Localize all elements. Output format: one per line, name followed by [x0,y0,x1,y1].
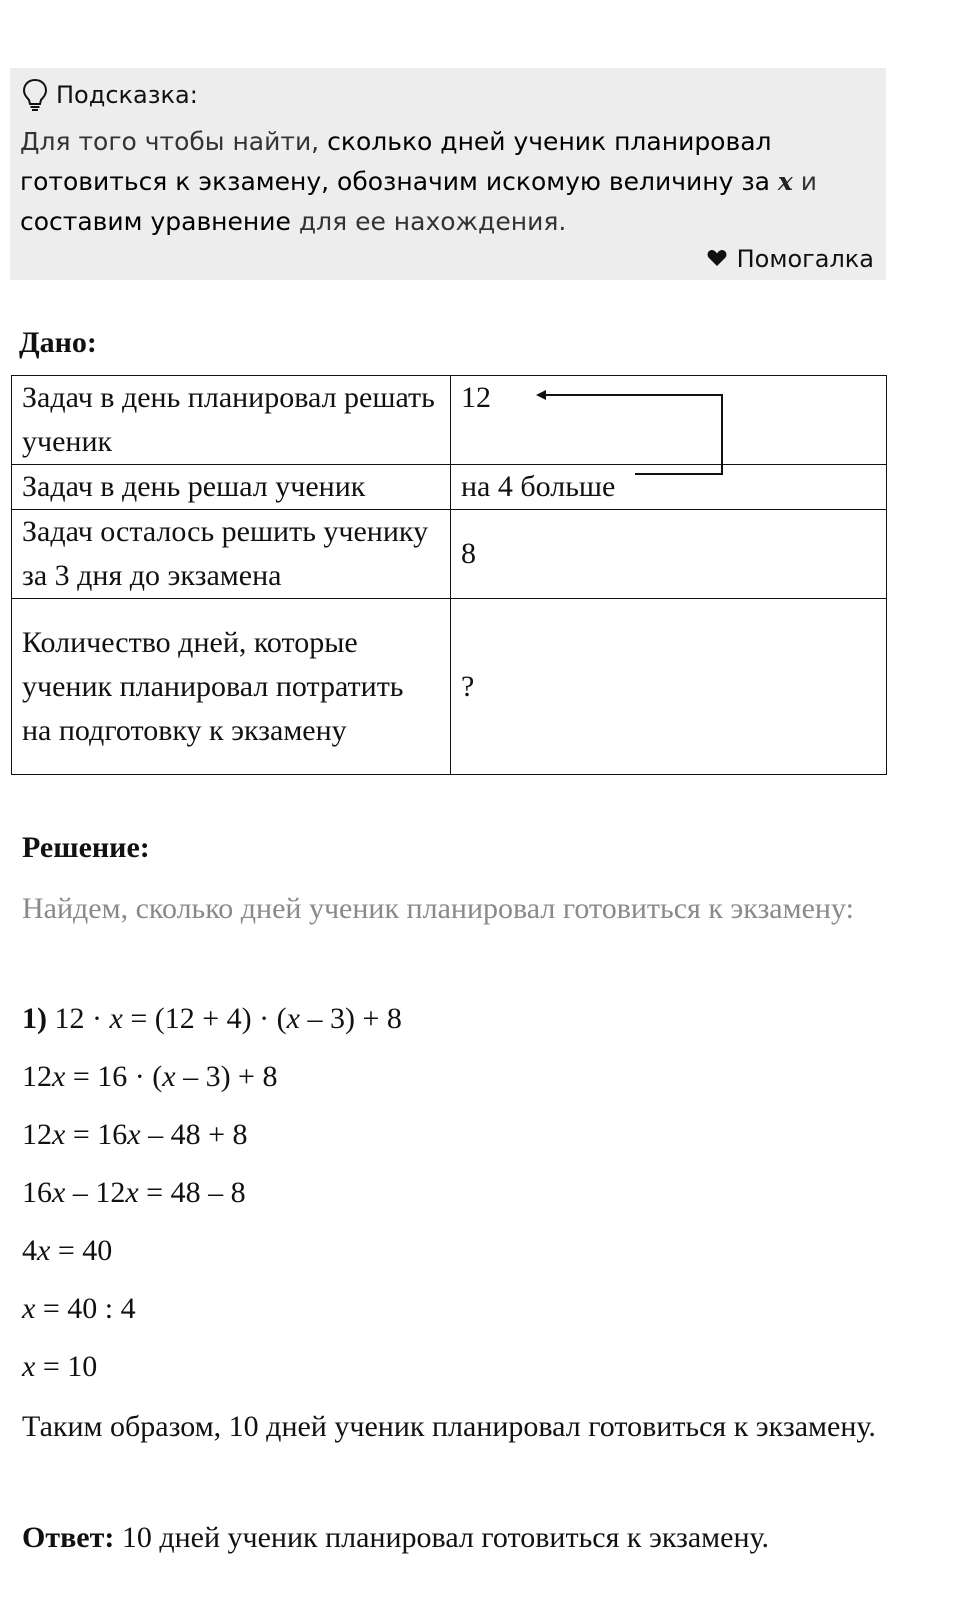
equation-part: = (12 + 4) · ( [122,1002,287,1035]
hint-variable: x [777,167,793,196]
equation-part: = 48 – 8 [138,1176,246,1209]
table-cell-value: 12 [451,376,887,465]
equation-line [22,1057,277,1097]
answer-text: 10 дней ученик планировал готовиться к экзамену. [114,1521,770,1554]
given-table [11,375,887,775]
variable: x [125,1176,139,1209]
equation-line [22,1173,246,1213]
heart-icon [707,244,737,274]
table-cell-label: Задач в день планировал решать ученик [12,376,451,465]
hint-text [20,122,870,242]
variable: x [22,1292,36,1325]
equation-line [22,999,402,1039]
variable: x [127,1118,141,1151]
reference-arrow [530,385,730,480]
solution-intro: Найдем, сколько дней ученик планировал готовиться к экзамену: [22,892,854,925]
hint-text-part: Для того чтобы найти, [20,127,328,156]
solution-conclusion: Таким образом, 10 дней ученик планировал готовиться к экзамену. [22,1410,876,1443]
equation-part: = 16 [65,1118,128,1151]
variable: x [37,1234,51,1267]
equation-part: 4 [22,1234,37,1267]
brand-label: Помогалка [736,245,874,273]
equation-part: – 48 + 8 [140,1118,248,1151]
variable: x [162,1060,176,1093]
table-row [12,465,887,510]
equation-part: 12 [22,1118,52,1151]
variable: x [109,1002,123,1035]
hint-text-part: и [792,167,817,196]
table-cell-label: Задач осталось решить ученику за 3 дня до экзамена [12,510,451,599]
step-label: 1) [22,1002,47,1035]
hint-header [22,80,198,110]
variable: x [22,1350,36,1383]
hint-title: Подсказка: [56,81,198,109]
variable: x [52,1118,66,1151]
equation-line [22,1289,136,1329]
hint-box [10,68,886,280]
hint-text-emphasis: составим уравнение [20,207,291,236]
solution-title: Решение: [22,831,150,864]
variable: x [286,1002,300,1035]
equation-part: 12 [22,1060,52,1093]
equation-line [22,1347,97,1387]
answer [22,1518,769,1558]
hint-text-part: для ее нахождения. [290,207,567,236]
table-cell-value: ? [451,599,887,775]
equation-line [22,1115,248,1155]
table-cell-label: Задач в день решал ученик [12,465,451,510]
equation-part: 16 [22,1176,52,1209]
answer-label: Ответ: [22,1521,115,1554]
variable: x [52,1176,66,1209]
equation-part: 12 · [47,1002,110,1035]
table-row [12,599,887,775]
equation-part: = 40 [50,1234,113,1267]
given-title: Дано: [19,326,97,359]
equation-part: = 40 : 4 [35,1292,136,1325]
hint-text-emphasis: сколько дней ученик планировал готовиться к экзамену, обозначим искомую величину за [20,127,778,196]
table-cell-label: Количество дней, которые ученик планировал потратить на подготовку к экзамену [12,599,451,775]
equation-part: = 10 [35,1350,98,1383]
equation-part: = 16 · ( [65,1060,163,1093]
table-row [12,510,887,599]
equation-part: – 12 [65,1176,126,1209]
variable: x [52,1060,66,1093]
equation-part: – 3) + 8 [175,1060,278,1093]
equation-part: – 3) + 8 [299,1002,402,1035]
table-row [12,376,887,465]
brand [707,244,874,274]
equation-line [22,1231,112,1271]
table-cell-value: на 4 больше [451,465,887,510]
table-cell-value: 8 [451,510,887,599]
lightbulb-icon [22,78,48,112]
